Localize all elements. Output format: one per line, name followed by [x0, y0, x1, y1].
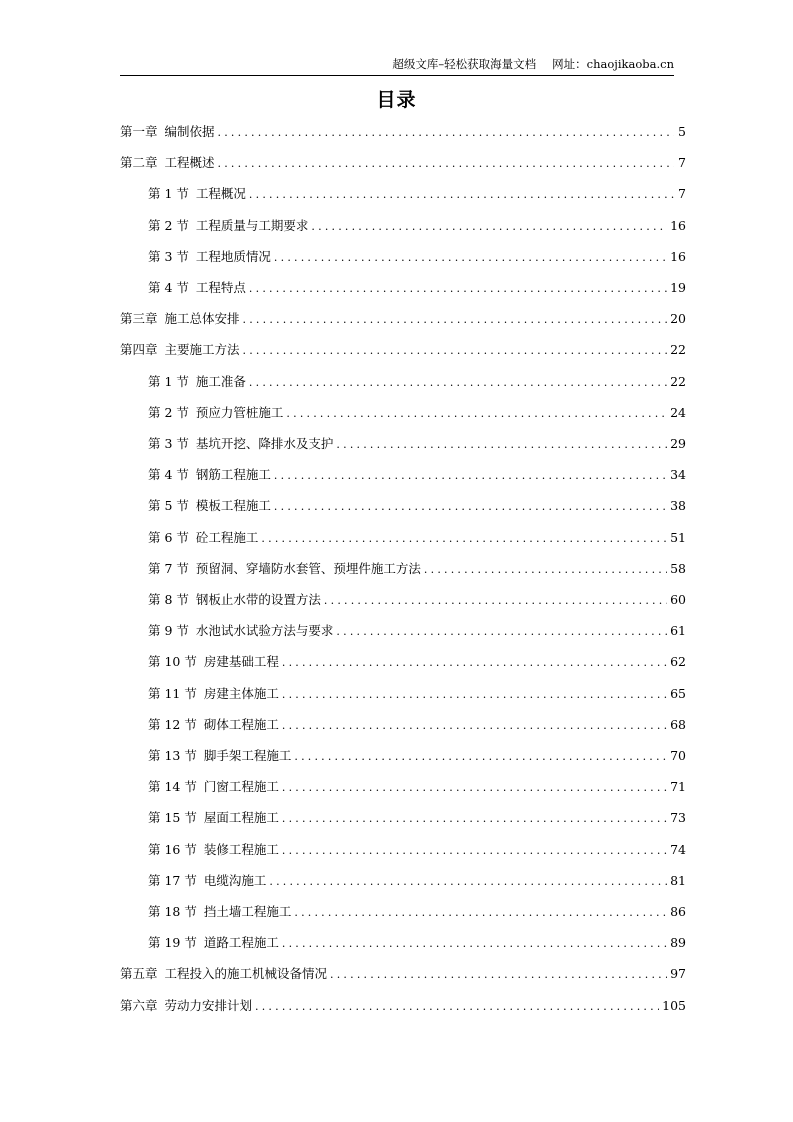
toc-page-number: 89 — [670, 935, 686, 951]
toc-entry-number: 第五章 — [120, 966, 158, 982]
toc-entry-label — [120, 122, 215, 142]
toc-entry-number: 第六章 — [120, 997, 158, 1013]
toc-chapter-entry[interactable] — [120, 153, 686, 173]
toc-entry-title: 房建基础工程 — [203, 654, 279, 670]
toc-entry-number: 第 18 节 — [148, 904, 197, 919]
toc-entry-label — [148, 621, 333, 641]
toc-entry-label — [148, 559, 421, 579]
toc-page-number: 19 — [670, 280, 686, 295]
toc-dot-leader — [243, 341, 668, 361]
toc-entry-label — [120, 153, 215, 173]
toc-page-number: 7 — [678, 186, 686, 202]
toc-dot-leader — [282, 778, 667, 798]
toc-section-entry[interactable] — [148, 465, 686, 485]
toc-page-number: 38 — [670, 498, 686, 514]
toc-entry-title: 基坑开挖、降排水及支护 — [195, 436, 334, 451]
header-site-name: 超级文库–轻松获取海量文档 — [392, 57, 537, 71]
toc-dot-leader — [282, 934, 667, 954]
toc-page-number: 22 — [670, 342, 686, 358]
toc-page-number: 74 — [670, 841, 686, 857]
toc-chapter-entry[interactable] — [120, 309, 686, 329]
header-url: 网址：chaojikaoba.cn — [552, 57, 674, 71]
toc-entry-title: 装修工程施工 — [203, 841, 279, 857]
toc-entry-title: 门窗工程施工 — [203, 779, 279, 795]
toc-entry-number: 第 11 节 — [148, 685, 197, 701]
toc-dot-leader — [286, 404, 667, 424]
toc-dot-leader — [282, 809, 667, 829]
toc-entry-title: 钢板止水带的设置方法 — [195, 592, 321, 607]
toc-page-number: 24 — [670, 404, 686, 420]
toc-page-number: 51 — [670, 529, 686, 545]
toc-entry-label — [148, 465, 271, 485]
toc-dot-leader — [282, 716, 667, 736]
toc-chapter-entry[interactable] — [120, 122, 686, 142]
toc-dot-leader — [261, 529, 667, 549]
toc-entry-number: 第 6 节 — [148, 529, 189, 545]
toc-page-number: 5 — [678, 124, 686, 139]
toc-entry-number: 第 9 节 — [148, 623, 189, 639]
toc-dot-leader — [274, 497, 667, 517]
toc-entry-title: 道路工程施工 — [203, 935, 279, 951]
toc-entry-title: 电缆沟施工 — [203, 872, 267, 888]
toc-entry-label — [148, 278, 246, 298]
toc-page-number: 65 — [670, 685, 686, 701]
toc-section-entry[interactable] — [148, 840, 686, 860]
toc-entry-label — [148, 434, 333, 454]
toc-page-number: 73 — [670, 810, 686, 826]
toc-entry-label — [148, 715, 279, 735]
toc-dot-leader — [324, 591, 667, 611]
toc-entry-title: 工程地质情况 — [195, 248, 271, 264]
toc-page-number: 58 — [670, 560, 686, 576]
toc-page-number: 105 — [662, 997, 686, 1013]
toc-entry-label — [148, 840, 279, 860]
toc-chapter-entry[interactable] — [120, 340, 686, 360]
toc-entry-label — [120, 340, 240, 360]
toc-page-number: 7 — [678, 155, 686, 171]
toc-page-number: 70 — [670, 748, 686, 763]
toc-entry-label — [148, 184, 246, 204]
toc-page-number: 60 — [670, 592, 686, 607]
toc-section-entry[interactable] — [148, 559, 686, 579]
toc-entry-label — [148, 372, 246, 392]
toc-entry-title: 房建主体施工 — [203, 685, 279, 701]
toc-page-number: 34 — [670, 467, 686, 483]
toc-entry-title: 工程特点 — [195, 280, 246, 295]
toc-page-number: 16 — [670, 217, 686, 233]
toc-dot-leader — [255, 997, 659, 1017]
toc-dot-leader — [311, 217, 667, 237]
toc-entry-label — [120, 309, 240, 329]
toc-dot-leader — [274, 466, 667, 486]
toc-entry-number: 第 16 节 — [148, 841, 197, 857]
toc-entry-label — [148, 777, 279, 797]
toc-page-number: 61 — [670, 623, 686, 639]
toc-page-number: 68 — [670, 716, 686, 732]
toc-section-entry[interactable] — [148, 871, 686, 891]
toc-entry-number: 第 1 节 — [148, 373, 189, 389]
toc-dot-leader — [336, 435, 667, 455]
toc-title: 目录 — [376, 89, 417, 111]
toc-entry-title: 砌体工程施工 — [203, 716, 279, 732]
toc-entry-label — [148, 808, 279, 828]
toc-entry-title: 屋面工程施工 — [203, 810, 279, 826]
toc-entry-number: 第 12 节 — [148, 716, 197, 732]
toc-section-entry[interactable] — [148, 652, 686, 672]
toc-dot-leader — [282, 653, 667, 673]
toc-dot-leader — [294, 747, 667, 767]
toc-entry-number: 第 7 节 — [148, 560, 189, 576]
toc-section-entry[interactable] — [148, 184, 686, 204]
toc-page-number: 86 — [670, 904, 686, 919]
toc-entry-number: 第 2 节 — [148, 217, 189, 233]
toc-page-number: 22 — [670, 373, 686, 389]
toc-dot-leader — [294, 903, 667, 923]
toc-dot-leader — [269, 872, 667, 892]
toc-entry-title: 工程概述 — [164, 155, 215, 171]
toc-entry-number: 第 15 节 — [148, 810, 197, 826]
toc-entry-label — [120, 964, 327, 984]
toc-entry-number: 第 14 节 — [148, 779, 197, 795]
toc-section-entry[interactable] — [148, 902, 686, 922]
toc-entry-title: 模板工程施工 — [195, 498, 271, 514]
toc-entry-title: 工程质量与工期要求 — [195, 217, 309, 233]
toc-entry-number: 第 5 节 — [148, 498, 189, 514]
toc-entry-title: 脚手架工程施工 — [203, 748, 292, 763]
toc-page-number: 20 — [670, 311, 686, 327]
toc-entry-number: 第二章 — [120, 155, 158, 171]
page-header — [120, 57, 674, 76]
toc-section-entry[interactable] — [148, 808, 686, 828]
toc-section-entry[interactable] — [148, 933, 686, 953]
toc-dot-leader — [249, 279, 667, 299]
toc-entry-title: 施工总体安排 — [164, 311, 240, 327]
toc-dot-leader — [249, 373, 667, 393]
toc-dot-leader — [218, 154, 674, 174]
toc-dot-leader — [243, 310, 668, 330]
toc-entry-number: 第三章 — [120, 311, 158, 327]
toc-entry-title: 劳动力安排计划 — [164, 997, 253, 1013]
toc-section-entry[interactable] — [148, 278, 686, 298]
toc-section-entry[interactable] — [148, 621, 686, 641]
toc-entry-number: 第 8 节 — [148, 592, 189, 607]
toc-entry-number: 第 19 节 — [148, 935, 197, 951]
toc-entry-number: 第 4 节 — [148, 467, 189, 483]
toc-section-entry[interactable] — [148, 528, 686, 548]
toc-chapter-entry[interactable] — [120, 996, 686, 1016]
toc-page-number: 62 — [670, 654, 686, 670]
toc-entry-title: 工程投入的施工机械设备情况 — [164, 966, 328, 982]
toc-entry-title: 水池试水试验方法与要求 — [195, 623, 334, 639]
toc-section-entry[interactable] — [148, 372, 686, 392]
toc-entry-number: 第 17 节 — [148, 872, 197, 888]
toc-dot-leader — [274, 248, 667, 268]
toc-entry-title: 施工准备 — [195, 373, 246, 389]
toc-entry-number: 第 4 节 — [148, 280, 189, 295]
toc-section-entry[interactable] — [148, 216, 686, 236]
toc-entry-label — [148, 216, 308, 236]
toc-entry-title: 砼工程施工 — [195, 529, 259, 545]
toc-entry-label — [120, 996, 252, 1016]
toc-entry-title: 编制依据 — [164, 124, 215, 139]
toc-page-number: 81 — [670, 872, 686, 888]
toc-dot-leader — [249, 185, 674, 205]
toc-page-number: 16 — [670, 248, 686, 264]
toc-entry-label — [148, 652, 279, 672]
toc-dot-leader — [424, 560, 667, 580]
toc-entry-label — [148, 247, 271, 267]
toc-entry-number: 第四章 — [120, 342, 158, 358]
toc-entry-number: 第 10 节 — [148, 654, 197, 670]
toc-section-entry[interactable] — [148, 715, 686, 735]
toc-entry-number: 第 2 节 — [148, 404, 189, 420]
toc-dot-leader — [218, 123, 674, 143]
toc-entry-label — [148, 403, 283, 423]
toc-entry-title: 挡土墙工程施工 — [203, 904, 292, 919]
toc-entry-label — [148, 496, 271, 516]
toc-dot-leader — [330, 965, 667, 985]
toc-entry-number: 第 13 节 — [148, 748, 197, 763]
toc-entry-number: 第 3 节 — [148, 248, 189, 264]
toc-entry-label — [148, 684, 279, 704]
toc-entry-number: 第 3 节 — [148, 436, 189, 451]
toc-section-entry[interactable] — [148, 746, 686, 766]
toc-entry-number: 第 1 节 — [148, 186, 189, 202]
toc-dot-leader — [282, 841, 667, 861]
toc-entry-label — [148, 528, 258, 548]
toc-chapter-entry[interactable] — [120, 964, 686, 984]
toc-page-number: 71 — [670, 779, 686, 795]
toc-section-entry[interactable] — [148, 403, 686, 423]
toc-dot-leader — [282, 685, 667, 705]
toc-dot-leader — [336, 622, 667, 642]
toc-section-entry[interactable] — [148, 496, 686, 516]
toc-section-entry[interactable] — [148, 247, 686, 267]
toc-section-entry[interactable] — [148, 684, 686, 704]
toc-page-number: 97 — [670, 966, 686, 982]
toc-entry-title: 主要施工方法 — [164, 342, 240, 358]
toc-entry-title: 预留洞、穿墙防水套管、预埋件施工方法 — [195, 560, 421, 576]
toc-entry-number: 第一章 — [120, 124, 158, 139]
toc-section-entry[interactable] — [148, 590, 686, 610]
toc-entry-title: 钢筋工程施工 — [195, 467, 271, 483]
toc-entry-label — [148, 871, 266, 891]
toc-entry-label — [148, 590, 321, 610]
toc-entry-label — [148, 746, 291, 766]
toc-entry-title: 工程概况 — [195, 186, 246, 202]
toc-entry-label — [148, 933, 279, 953]
toc-section-entry[interactable] — [148, 777, 686, 797]
toc-section-entry[interactable] — [148, 434, 686, 454]
toc-entry-label — [148, 902, 291, 922]
toc-entry-title: 预应力管桩施工 — [195, 404, 284, 420]
toc-page-number: 29 — [670, 436, 686, 451]
